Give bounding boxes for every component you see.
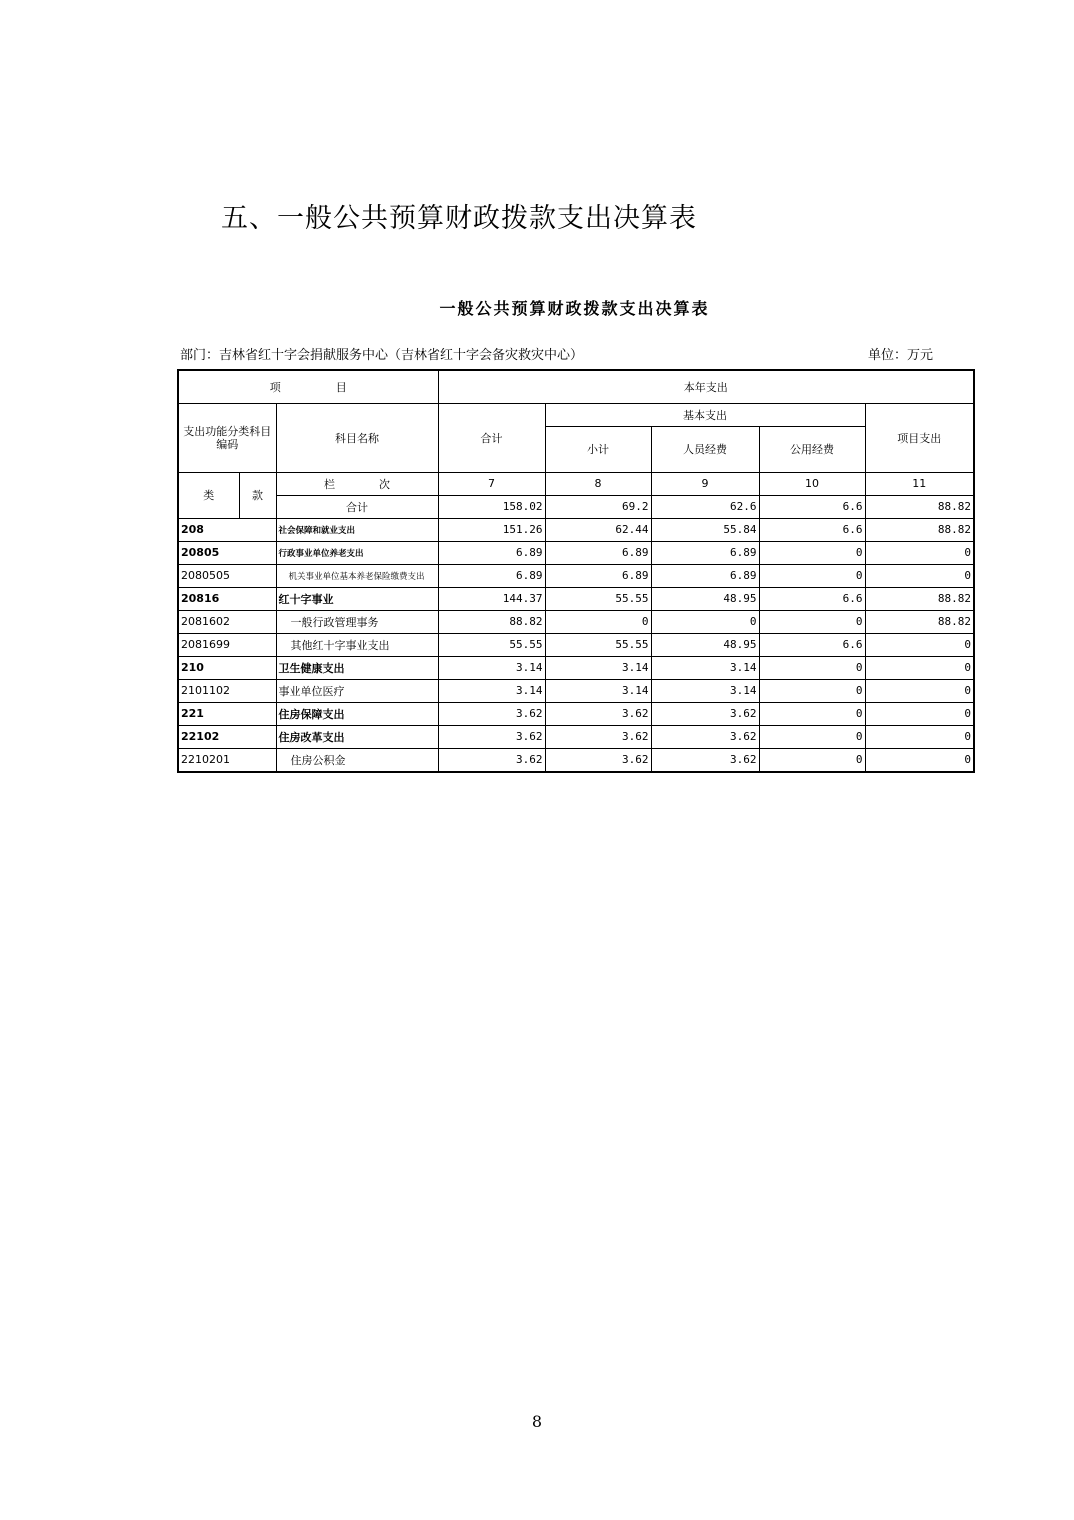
row-value: 3.14 [438,679,545,702]
row-value: 6.6 [759,587,865,610]
row-name: 社会保障和就业支出 [276,518,438,541]
row-value: 55.55 [545,633,651,656]
row-code: 2081699 [178,633,276,656]
row-code: 2080505 [178,564,276,587]
total-value: 6.6 [759,495,865,518]
row-value: 144.37 [438,587,545,610]
row-value: 6.89 [438,564,545,587]
table-row [178,518,974,541]
row-value: 48.95 [651,587,759,610]
row-value: 3.14 [651,679,759,702]
row-value: 88.82 [865,610,974,633]
row-value: 0 [759,679,865,702]
row-value: 3.62 [438,702,545,725]
row-name: 住房保障支出 [276,702,438,725]
row-value: 0 [865,633,974,656]
row-value: 0 [759,702,865,725]
row-value: 55.84 [651,518,759,541]
row-value: 6.89 [651,564,759,587]
row-value: 88.82 [865,587,974,610]
row-value: 6.89 [651,541,759,564]
row-value: 55.55 [438,633,545,656]
row-value: 0 [865,702,974,725]
row-value: 0 [865,564,974,587]
row-value: 3.14 [651,656,759,679]
table-row [178,564,974,587]
header-code-col: 支出功能分类科目编码 [178,403,276,472]
row-code: 20805 [178,541,276,564]
table-row [178,702,974,725]
row-name: 住房改革支出 [276,725,438,748]
row-value: 0 [759,656,865,679]
row-value: 3.62 [438,725,545,748]
row-value: 6.89 [545,541,651,564]
row-code: 208 [178,518,276,541]
table-row [178,610,974,633]
row-value: 0 [865,748,974,772]
row-value: 6.6 [759,518,865,541]
col-number: 8 [545,472,651,495]
header-project: 项目支出 [865,403,974,472]
unit-label: 单位：万元 [868,348,934,363]
row-name: 卫生健康支出 [276,656,438,679]
row-value: 0 [759,725,865,748]
row-value: 0 [759,748,865,772]
row-value: 3.62 [438,748,545,772]
department-label: 部门：吉林省红十字会捐献服务中心（吉林省红十字会备灾救灾中心） [180,348,584,363]
table-row [178,541,974,564]
total-value: 69.2 [545,495,651,518]
row-value: 0 [865,679,974,702]
row-value: 0 [865,541,974,564]
row-value: 0 [759,610,865,633]
row-name: 机关事业单位基本养老保险缴费支出 [276,564,438,587]
row-value: 0 [865,725,974,748]
row-code: 2210201 [178,748,276,772]
row-value: 62.44 [545,518,651,541]
table-row [178,748,974,772]
header-current-year: 本年支出 [438,370,974,403]
row-value: 88.82 [865,518,974,541]
table-row [178,725,974,748]
row-value: 3.14 [545,679,651,702]
total-label: 合计 [276,495,438,518]
row-value: 3.62 [545,725,651,748]
row-name: 行政事业单位养老支出 [276,541,438,564]
row-value: 151.26 [438,518,545,541]
row-value: 3.62 [651,725,759,748]
row-code: 221 [178,702,276,725]
row-code: 22102 [178,725,276,748]
row-value: 3.62 [545,702,651,725]
row-name: 住房公积金 [276,748,438,772]
table-row [178,633,974,656]
col-number: 7 [438,472,545,495]
row-name: 红十字事业 [276,587,438,610]
table-row [178,656,974,679]
section-title: 五、一般公共预算财政拨款支出决算表 [221,203,697,234]
row-code: 2081602 [178,610,276,633]
row-name: 事业单位医疗 [276,679,438,702]
row-value: 6.89 [545,564,651,587]
header-lanci: 栏 次 [276,472,438,495]
table-title: 一般公共预算财政拨款支出决算表 [439,299,710,318]
total-row [178,495,974,518]
header-basic: 基本支出 [545,403,865,426]
row-code: 210 [178,656,276,679]
row-value: 88.82 [438,610,545,633]
row-code: 2101102 [178,679,276,702]
header-public: 公用经费 [759,426,865,472]
row-value: 3.62 [545,748,651,772]
total-value: 62.6 [651,495,759,518]
row-code: 20816 [178,587,276,610]
header-lei: 类 [178,472,239,518]
table-row [178,587,974,610]
row-value: 0 [651,610,759,633]
table-row [178,679,974,702]
header-total: 合计 [438,403,545,472]
total-value: 88.82 [865,495,974,518]
row-value: 6.89 [438,541,545,564]
header-kuan: 款 [239,472,276,518]
col-number: 10 [759,472,865,495]
row-value: 48.95 [651,633,759,656]
header-name-col: 科目名称 [276,403,438,472]
row-value: 3.14 [438,656,545,679]
row-value: 0 [545,610,651,633]
row-value: 55.55 [545,587,651,610]
header-subtotal: 小计 [545,426,651,472]
row-value: 3.62 [651,748,759,772]
row-name: 一般行政管理事务 [276,610,438,633]
col-number: 9 [651,472,759,495]
header-personnel: 人员经费 [651,426,759,472]
row-value: 0 [759,564,865,587]
page-number: 8 [531,1412,543,1431]
row-value: 3.14 [545,656,651,679]
row-value: 0 [759,541,865,564]
row-value: 6.6 [759,633,865,656]
row-value: 3.62 [651,702,759,725]
header-item: 项 目 [178,370,438,403]
row-name: 其他红十字事业支出 [276,633,438,656]
row-value: 0 [865,656,974,679]
col-number: 11 [865,472,974,495]
total-value: 158.02 [438,495,545,518]
budget-table [177,369,975,773]
